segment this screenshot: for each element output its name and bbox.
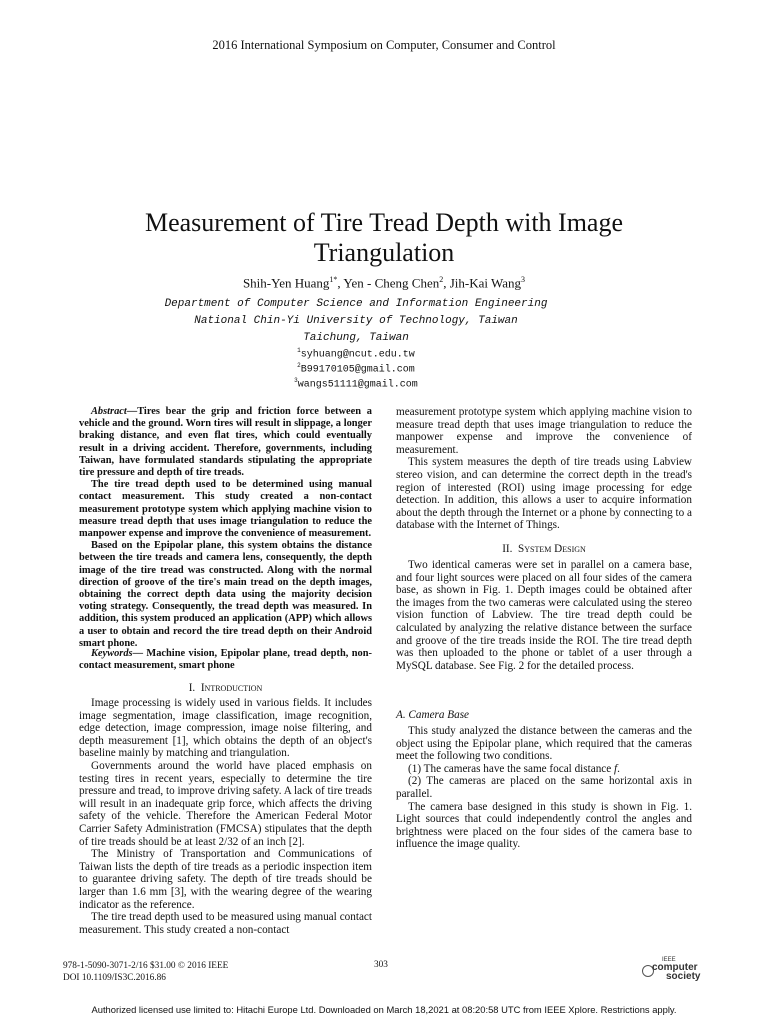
affiliation-line: Department of Computer Science and Information Engineering [164, 298, 548, 310]
author-name: Yen - Cheng Chen [343, 275, 440, 291]
email-address: syhuang@ncut.edu.tw [300, 349, 415, 361]
abstract-p2: The tire tread depth used to be determined using manual contact measurement. This study created a non-contact measurement prototype system which applying machine vision to measure tread depth that uses image triangulation to reduce the manpower expense and improve the convenience of measurement. [79, 479, 372, 540]
author-name: Jih-Kai Wang [449, 275, 522, 291]
abstract-label: Abstract [91, 406, 127, 417]
email-sup: 2 [297, 362, 301, 369]
email-line [0, 362, 712, 375]
email-sup: 3 [294, 377, 298, 384]
title-line-2: Triangulation [313, 238, 455, 267]
right-p1: measurement prototype system which applying machine vision to measure tread depth that uses image triangulation to reduce the manpower expense and improve the convenience of measurement. [396, 406, 692, 456]
intro-p1: Image processing is widely used in various fields. It includes image segmentation, image classification, image recognition, edge detection, image compression, image noise filtering, and depth measurement [1], which obtains the depth of an object's baseline mainly by matching and triangulation. [79, 697, 372, 760]
abstract [79, 406, 372, 650]
right-p2: This system measures the depth of tire treads using Labview stereo vision, and can determine the correct depth in the tread's region of interested (ROI) using image processing for edge detection. In addition, this allows a user to acquire information about the depth through the Internet or a phone by connecting to a database with the Internet of Things. [396, 456, 692, 532]
intro-p3: The Ministry of Transportation and Communications of Taiwan lists the depth of tire treads as a periodic inspection item to guarantee driving safety. The depth of tire treads should be larger than 1.6 mm [3], with the wearing degree of the wearing indicator as the reference. [79, 848, 372, 911]
right-p4: This study analyzed the distance between the cameras and the object using the Epipolar plane, which required that the cameras meet the following two conditions. [396, 725, 692, 763]
section-heading-system-design: II. System Design [502, 543, 586, 555]
page-number: 303 [374, 960, 388, 970]
title-line-1: Measurement of Tire Tread Depth with Image [144, 208, 624, 237]
author-sep: , [337, 275, 344, 291]
affiliation-line: Taichung, Taiwan [303, 332, 409, 344]
author-sup: 1* [329, 275, 338, 284]
camera-base-body [396, 725, 692, 851]
keywords-label: Keywords [91, 648, 133, 659]
condition-1: (1) The cameras have the same focal distance f. [408, 762, 620, 775]
system-design-body [396, 559, 692, 672]
abstract-p1: Abstract—Tires bear the grip and friction force between a vehicle and the ground. Worn tires will result in slippage, a longer braking distance, and even flat tires, which could eventually result in a driving accident. Therefore, governments, including Taiwan, have formulated standards stipulating the appropriate tire pressure and depth of tire treads. [79, 406, 372, 479]
paper-title [60, 208, 708, 268]
author-sup: 2 [439, 275, 444, 284]
section-heading-introduction: I. Introduction [188, 682, 263, 694]
condition-2: (2) The cameras are placed on the same horizontal axis in parallel. [396, 775, 692, 800]
author-name: Shih-Yen Huang [242, 275, 330, 291]
keywords [79, 648, 372, 672]
email-line [0, 347, 712, 360]
author-sup: 3 [521, 275, 526, 284]
introduction-body [79, 697, 372, 936]
keywords-text: — Machine vision, Epipolar plane, tread depth, non-contact measurement, smart phone [79, 648, 372, 672]
license-notice: Authorized licensed use limited to: Hitachi Europe Ltd. Downloaded on March 18,2021 at 08:20:58 UTC from IEEE Xplore. Restrictions apply. [91, 1004, 677, 1015]
author-sep: , [443, 275, 450, 291]
email-line [0, 377, 712, 390]
right-p3: Two identical cameras were set in parallel on a camera base, and four light sources were placed on all four sides of the camera base, as shown in Fig. 1. Depth images could be obtained after the images from the two cameras were calculated using the stereo vision function of Labview. The tire tread depth could be calculated by analyzing the relative distance between the surface and groove of the tire treads inside the ROI. The tire tread depth was then uploaded to the phone or tablet of a user through a MySQL database. See Fig. 2 for the detailed process. [396, 559, 692, 672]
subsection-camera-base: A. Camera Base [396, 709, 470, 721]
affiliation-line: National Chin-Yi University of Technology, Taiwan [194, 315, 518, 327]
footer-left [63, 960, 228, 984]
conference-header: 2016 International Symposium on Computer, Consumer and Control [212, 38, 556, 52]
email-sup: 1 [297, 347, 301, 354]
right-p5: The camera base designed in this study is shown in Fig. 1. Light sources that could independently control the angles and brightness were placed on the four sides of the camera base to influence the image quality. [396, 800, 692, 851]
intro-p4: The tire tread depth used to be measured using manual contact measurement. This study created a non-contact [79, 911, 372, 936]
intro-p2: Governments around the world have placed emphasis on testing tires in recent years, especially to determine the tire pressure and tread, to improve driving safety. A lack of tire treads will result in an inadequate grip force, which affects the driving safety of the vehicle. Therefore the American Federal Motor Carrier Safety Administration (FMCSA) stipulates that the depth of tire treads should be at least 2/32 of an inch [2]. [79, 759, 372, 848]
abstract-p3: Based on the Epipolar plane, this system obtains the distance between the tire treads and camera lens, consequently, the depth image of the tire tread was constructed. Along with the normal direction of groove of the tire's main tread on the depth images, obtaining the correct depth data using the majority decision voting strategy. Consequently, the tread depth was measured. In addition, this system produced an application (APP) which allows a user to obtain and record the tire tread depth on their Android smart phone. [79, 540, 372, 649]
email-address: wangs51111@gmail.com [297, 379, 418, 391]
right-column-top [396, 406, 692, 532]
author-list [0, 275, 768, 291]
doi: DOI 10.1109/IS3C.2016.86 [63, 973, 166, 983]
email-address: B99170105@gmail.com [300, 364, 415, 376]
isbn: 978-1-5090-3071-2/16 $31.00 © 2016 IEEE [63, 961, 229, 971]
